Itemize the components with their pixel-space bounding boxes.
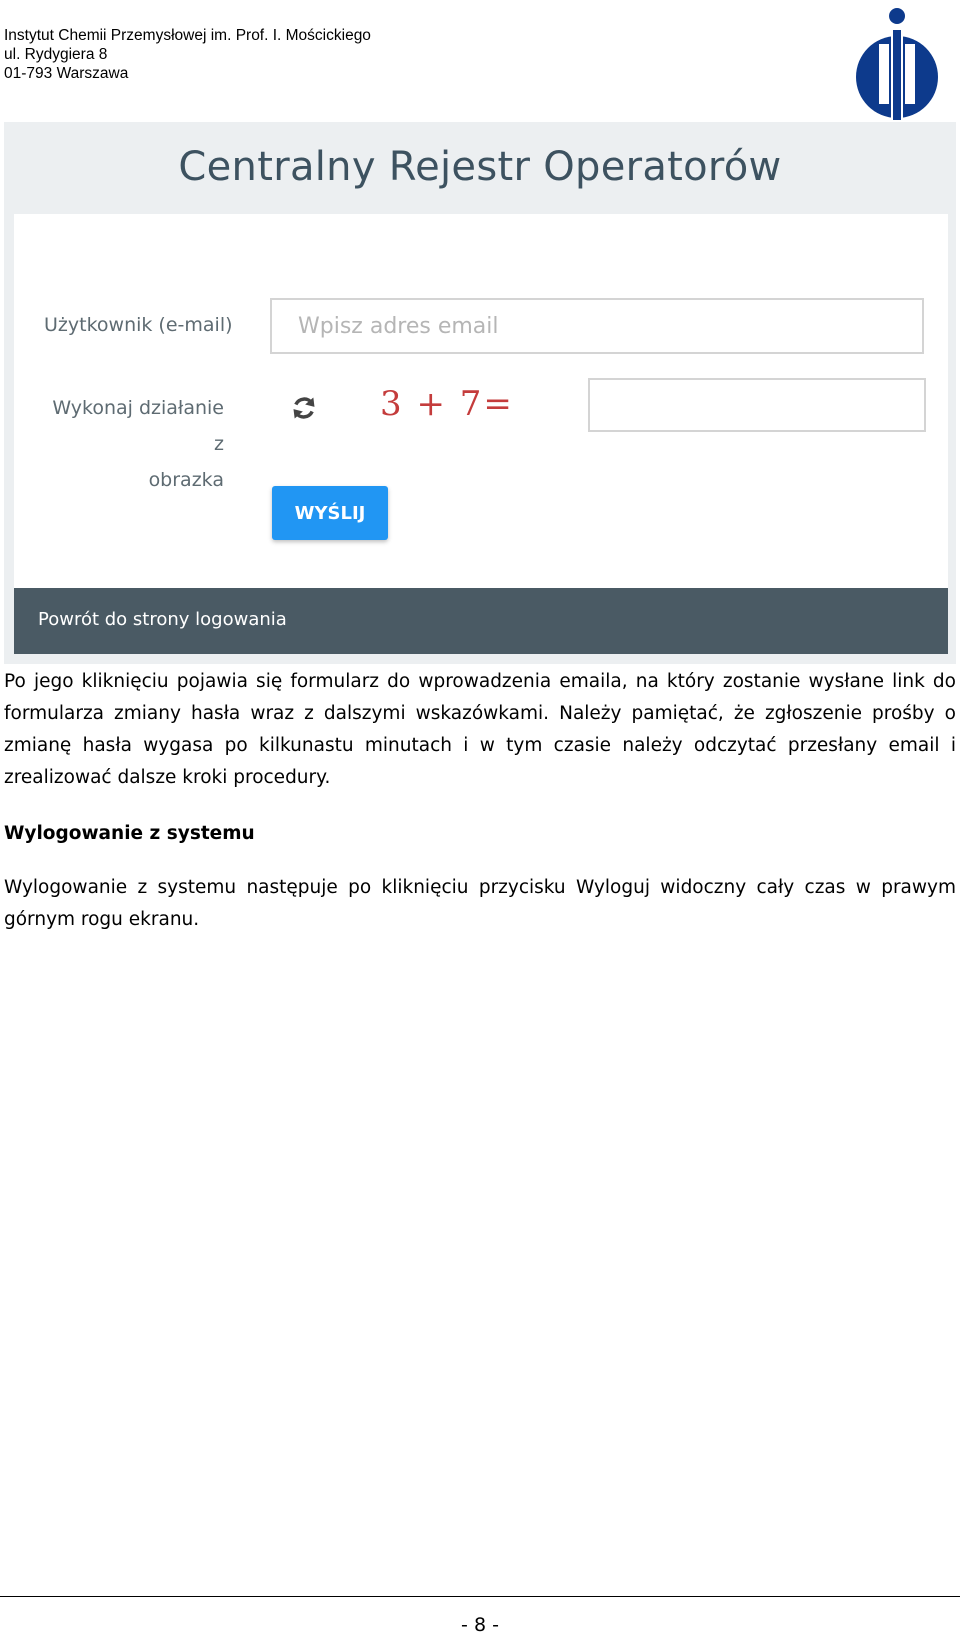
email-input[interactable]: [270, 298, 924, 354]
reset-form-card: [14, 214, 948, 654]
address-line-institute: Instytut Chemii Przemysłowej im. Prof. I. Mościckiego: [4, 27, 371, 44]
captcha-label: [44, 390, 224, 498]
back-bar: [14, 588, 948, 654]
app-title: Centralny Rejestr Operatorów: [178, 144, 782, 190]
user-email-label: Użytkownik (e-mail): [44, 314, 233, 336]
captcha-label-line1: Wykonaj działanie z: [52, 397, 224, 455]
send-button[interactable]: WYŚLIJ: [272, 486, 388, 540]
section-heading-logout: Wylogowanie z systemu: [4, 823, 255, 844]
captcha-image: 3 + 7=: [380, 384, 514, 424]
captcha-label-line2: obrazka: [148, 469, 224, 491]
paragraph-logout-info: Wylogowanie z systemu następuje po kliknięciu przycisku Wyloguj widoczny cały czas w prawym górnym rogu ekranu.: [4, 877, 956, 930]
header-address: [4, 26, 371, 83]
page-number: - 8 -: [461, 1614, 499, 1636]
address-line-street: ul. Rydygiera 8: [4, 46, 108, 63]
address-line-city: 01-793 Warszawa: [4, 65, 129, 82]
paragraph-reset-info: Po jego kliknięciu pojawia się formularz do wprowadzenia emaila, na który zostanie wysłane link do formularza zmiany hasła wraz z dalszymi wskazówkami. Należy pamiętać, że zgłoszenie prośby o zmianę hasła wygasa po kilkunastu minutach i w tym czasie należy odczytać przesłany email i zrealizować dalsze kroki procedury.: [4, 671, 956, 788]
captcha-answer-input[interactable]: [588, 378, 926, 432]
ichp-logo-icon: [850, 4, 945, 122]
footer-divider: [0, 1596, 960, 1597]
back-to-login-link[interactable]: Powrót do strony logowania: [38, 609, 287, 630]
refresh-icon[interactable]: [290, 394, 318, 422]
crop-screenshot: [4, 122, 956, 664]
